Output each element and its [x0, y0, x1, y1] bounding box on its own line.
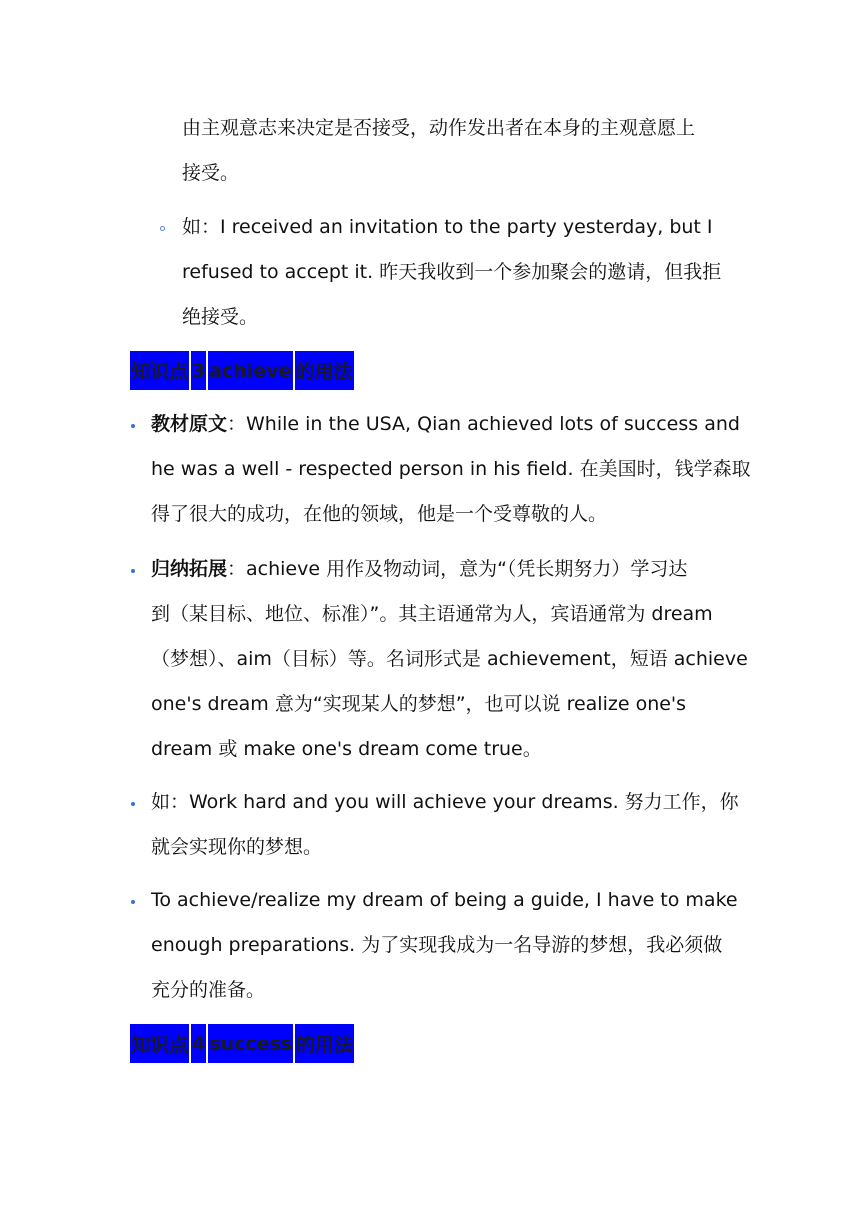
list-item-line: dream 或 make one's dream come true。 [151, 738, 542, 760]
section-heading-3 [130, 351, 354, 390]
bullet-icon [131, 802, 135, 806]
list-item-line: enough preparations. 为了实现我成为一名导游的梦想，我必须做 [151, 934, 723, 956]
list-item-line: （梦想）、aim（目标）等。名词形式是 achievement，短语 achieve [151, 648, 748, 670]
list-item-line [151, 412, 740, 436]
heading-text: 知识点 [130, 351, 189, 390]
heading-text: 的用法 [295, 351, 354, 390]
sub-bullet-icon [160, 226, 165, 231]
list-item-line: 到（某目标、地位、标准）”。其主语通常为人，宾语通常为 dream [151, 603, 713, 625]
item-label: 教材原文 [151, 413, 228, 435]
bullet-icon [131, 569, 135, 573]
bullet-icon [131, 424, 135, 428]
heading-keyword: achieve [208, 351, 292, 390]
heading-text: 知识点 [130, 1024, 189, 1063]
list-item-line: one's dream 意为“实现某人的梦想”，也可以说 realize one's [151, 693, 687, 715]
list-item-line: 就会实现你的梦想。 [151, 836, 323, 858]
heading-number: 3 [191, 351, 206, 390]
list-item-line: 充分的准备。 [151, 979, 266, 1001]
paragraph-line: 接受。 [182, 162, 240, 184]
item-text: ：While in the USA, Qian achieved lots of success and [227, 413, 740, 435]
heading-keyword: success [208, 1024, 293, 1063]
section-heading-4 [130, 1024, 354, 1063]
heading-text: 的用法 [295, 1024, 354, 1063]
list-item-line: he was a well - respected person in his field. 在美国时，钱学森取 [151, 458, 751, 480]
example-line: 如：I received an invitation to the party yesterday, but I [182, 216, 713, 238]
list-item-line: 得了很大的成功，在他的领域，他是一个受尊敬的人。 [151, 503, 608, 525]
item-text: ：achieve 用作及物动词，意为“（凭长期努力）学习达 [227, 558, 688, 580]
list-item-line: To achieve/realize my dream of being a guide, I have to make [151, 889, 738, 911]
paragraph-line: 由主观意志来决定是否接受，动作发出者在本身的主观意愿上 [182, 117, 696, 139]
example-line: refused to accept it. 昨天我收到一个参加聚会的邀请，但我拒 [182, 261, 722, 283]
bullet-icon [131, 900, 135, 904]
heading-number: 4 [191, 1024, 206, 1063]
item-label: 归纳拓展 [151, 558, 228, 580]
list-item-line: 如：Work hard and you will achieve your dreams. 努力工作，你 [151, 791, 739, 813]
list-item-line [151, 557, 687, 581]
example-line: 绝接受。 [182, 306, 259, 328]
